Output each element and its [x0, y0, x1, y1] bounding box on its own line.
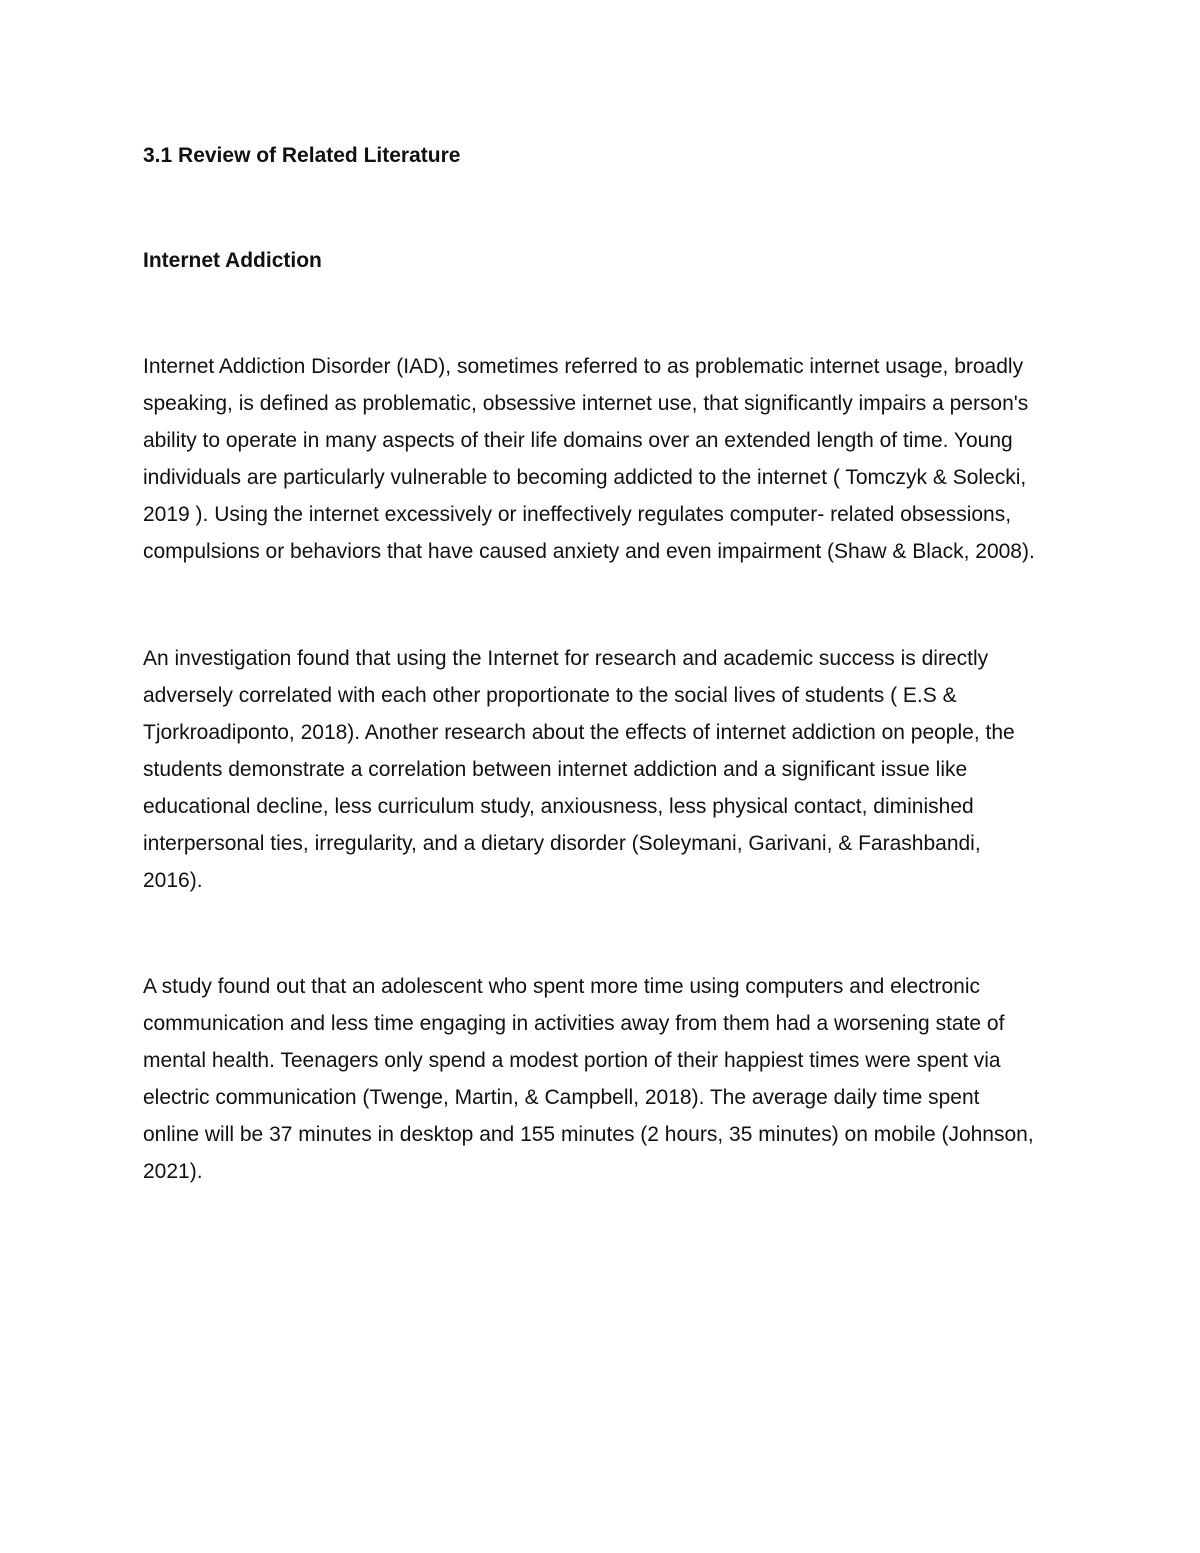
- text-line: individuals are particularly vulnerable to becoming addicted to the internet ( Tomczyk & Solecki,: [143, 466, 1027, 489]
- text-line: online will be 37 minutes in desktop and 155 minutes (2 hours, 35 minutes) on mobile (Johnson,: [143, 1123, 1034, 1146]
- section-heading: 3.1 Review of Related Literature: [143, 144, 461, 167]
- text-line: An investigation found that using the Internet for research and academic success is directly: [143, 647, 989, 670]
- text-line: compulsions or behaviors that have caused anxiety and even impairment (Shaw & Black, 2008).: [143, 540, 1035, 563]
- text-line: A study found out that an adolescent who spent more time using computers and electronic: [143, 975, 980, 998]
- text-line: communication and less time engaging in activities away from them had a worsening state of: [143, 1012, 1005, 1035]
- paragraph-iad-definition: [143, 348, 1035, 570]
- text-line: students demonstrate a correlation between internet addiction and a significant issue like: [143, 758, 968, 781]
- text-line: interpersonal ties, irregularity, and a dietary disorder (Soleymani, Garivani, & Farashbandi,: [143, 832, 981, 855]
- text-line: 2019 ). Using the internet excessively or ineffectively regulates computer- related obsessions,: [143, 503, 1012, 526]
- text-line: ability to operate in many aspects of their life domains over an extended length of time. Young: [143, 429, 1013, 452]
- paragraph-mental-health: [143, 968, 1034, 1190]
- sub-heading: Internet Addiction: [143, 249, 322, 272]
- text-line: 2016).: [143, 869, 203, 892]
- text-line: Tjorkroadiponto, 2018). Another research about the effects of internet addiction on people, the: [143, 721, 1015, 744]
- text-line: adversely correlated with each other proportionate to the social lives of students ( E.S &: [143, 684, 957, 707]
- text-line: 2021).: [143, 1160, 203, 1183]
- text-line: mental health. Teenagers only spend a modest portion of their happiest times were spent via: [143, 1049, 1001, 1072]
- text-line: electric communication (Twenge, Martin, & Campbell, 2018). The average daily time spent: [143, 1086, 980, 1109]
- text-line: educational decline, less curriculum study, anxiousness, less physical contact, diminished: [143, 795, 974, 818]
- text-line: Internet Addiction Disorder (IAD), sometimes referred to as problematic internet usage, broadly: [143, 355, 1024, 378]
- text-line: speaking, is defined as problematic, obsessive internet use, that significantly impairs a person's: [143, 392, 1029, 415]
- paragraph-academic-effects: [143, 640, 1015, 899]
